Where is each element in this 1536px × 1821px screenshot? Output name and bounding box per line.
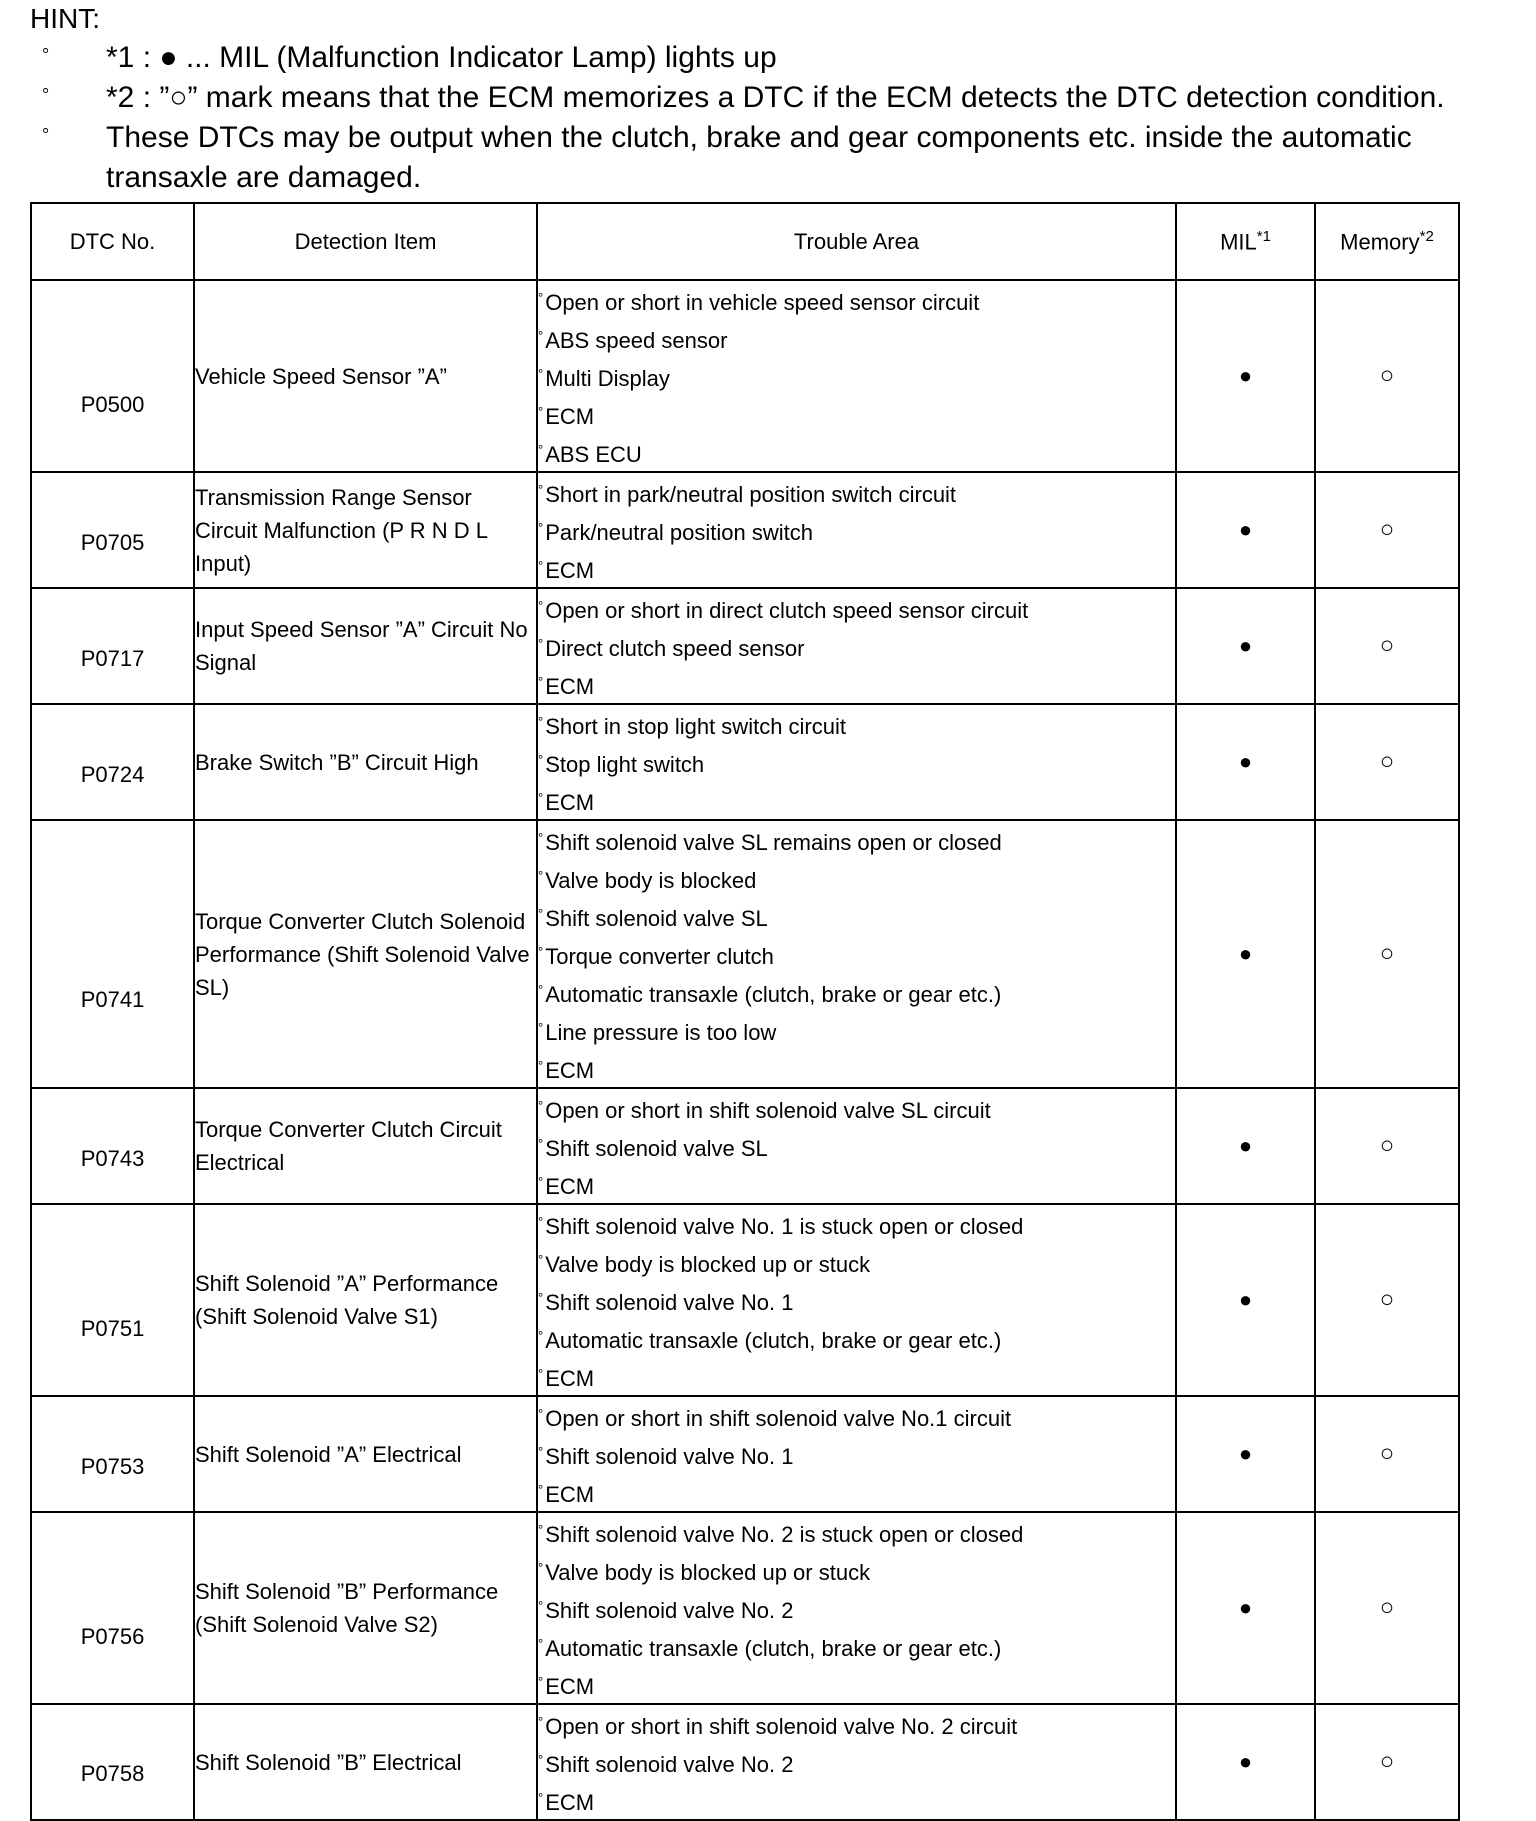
trouble-area-item	[538, 1205, 1175, 1243]
header-mil-footnote: *1	[1256, 227, 1271, 245]
bullet-icon: °	[538, 1058, 544, 1073]
memory-circle-icon: ○	[1379, 940, 1395, 967]
bullet-icon: °	[538, 906, 544, 921]
trouble-area-item	[538, 1165, 1175, 1203]
table-row	[31, 820, 1459, 1088]
bullet-icon: °	[42, 45, 50, 65]
bullet-icon: °	[538, 1136, 544, 1151]
trouble-area-text: Line pressure is too low	[545, 1020, 777, 1045]
trouble-area-item	[538, 1357, 1175, 1395]
dtc-code: P0705	[31, 472, 194, 588]
trouble-area-item	[538, 665, 1175, 703]
trouble-area	[537, 472, 1176, 588]
bullet-icon: °	[538, 520, 544, 535]
trouble-area-item	[538, 1705, 1175, 1743]
mil-dot-icon: ●	[1238, 517, 1253, 542]
bullet-icon: °	[538, 482, 544, 497]
bullet-icon: °	[538, 1752, 544, 1767]
memory-circle-icon: ○	[1379, 1440, 1395, 1467]
memory-circle-icon: ○	[1379, 1132, 1395, 1159]
detection-item: Shift Solenoid ”B” Electrical	[194, 1704, 537, 1820]
trouble-area-text: ECM	[545, 1790, 595, 1815]
dtc-code: P0741	[31, 820, 194, 1088]
mil-cell	[1176, 820, 1315, 1088]
mil-cell	[1176, 472, 1315, 588]
mil-dot-icon: ●	[1238, 363, 1253, 388]
trouble-area-item	[538, 627, 1175, 665]
trouble-area-item	[538, 1435, 1175, 1473]
bullet-icon: °	[538, 1214, 544, 1229]
trouble-area-item	[538, 1781, 1175, 1819]
trouble-area-text: Shift solenoid valve No. 1	[545, 1444, 794, 1469]
table-row	[31, 1396, 1459, 1512]
detection-item: Shift Solenoid ”A” Electrical	[194, 1396, 537, 1512]
trouble-area-item	[538, 473, 1175, 511]
trouble-area-item	[538, 821, 1175, 859]
trouble-area-text: Short in stop light switch circuit	[545, 714, 846, 739]
trouble-area-item	[538, 859, 1175, 897]
mil-dot-icon: ●	[1238, 1441, 1253, 1466]
trouble-area-item	[538, 743, 1175, 781]
detection-item: Vehicle Speed Sensor ”A”	[194, 280, 537, 472]
bullet-icon: °	[538, 944, 544, 959]
trouble-area-item	[538, 1243, 1175, 1281]
dtc-code: P0717	[31, 588, 194, 704]
trouble-area-text: ECM	[545, 1482, 595, 1507]
bullet-icon: °	[538, 442, 544, 457]
trouble-area-text: Open or short in shift solenoid valve SL circuit	[545, 1098, 991, 1123]
detection-item: Torque Converter Clutch Circuit Electrical	[194, 1088, 537, 1204]
trouble-area-item	[538, 319, 1175, 357]
trouble-area-item	[538, 973, 1175, 1011]
header-memory-footnote: *2	[1419, 227, 1434, 245]
trouble-area	[537, 588, 1176, 704]
dtc-code: P0756	[31, 1512, 194, 1704]
trouble-area-text: Stop light switch	[545, 752, 705, 777]
trouble-area-text: Shift solenoid valve No. 2 is stuck open or closed	[545, 1522, 1024, 1547]
trouble-area-item	[538, 935, 1175, 973]
hint-list	[30, 38, 1470, 198]
bullet-icon: °	[538, 868, 544, 883]
bullet-icon: °	[538, 1790, 544, 1805]
bullet-icon: °	[538, 830, 544, 845]
trouble-area-text: ECM	[545, 558, 595, 583]
hint-title: HINT:	[30, 3, 100, 34]
memory-circle-icon: ○	[1379, 516, 1395, 543]
bullet-icon: °	[538, 752, 544, 767]
trouble-area-text: ECM	[545, 790, 595, 815]
detection-item: Shift Solenoid ”A” Performance (Shift Solenoid Valve S1)	[194, 1204, 537, 1396]
trouble-area-item	[538, 433, 1175, 471]
trouble-area-item	[538, 1743, 1175, 1781]
mil-cell	[1176, 704, 1315, 820]
detection-item: Brake Switch ”B” Circuit High	[194, 704, 537, 820]
table-row	[31, 280, 1459, 472]
dtc-code: P0743	[31, 1088, 194, 1204]
mil-cell	[1176, 1704, 1315, 1820]
bullet-icon: °	[538, 290, 544, 305]
trouble-area-text: Shift solenoid valve No. 1	[545, 1290, 794, 1315]
hint-item	[30, 78, 1470, 118]
table-row	[31, 1512, 1459, 1704]
trouble-area-item	[538, 549, 1175, 587]
trouble-area-item	[538, 1011, 1175, 1049]
bullet-icon: °	[538, 1482, 544, 1497]
trouble-area	[537, 1204, 1176, 1396]
bullet-icon: °	[538, 1714, 544, 1729]
hint-text: *2 : ”○” mark means that the ECM memorizes a DTC if the ECM detects the DTC detection condition.	[106, 81, 1445, 114]
trouble-area-item	[538, 1627, 1175, 1665]
trouble-area	[537, 704, 1176, 820]
trouble-area-text: Valve body is blocked	[545, 868, 757, 893]
table-row	[31, 472, 1459, 588]
memory-cell	[1315, 704, 1459, 820]
bullet-icon: °	[538, 790, 544, 805]
trouble-area-text: ECM	[545, 404, 595, 429]
mil-cell	[1176, 588, 1315, 704]
trouble-area-text: Shift solenoid valve SL remains open or closed	[545, 830, 1002, 855]
bullet-icon: °	[538, 1328, 544, 1343]
mil-cell	[1176, 1396, 1315, 1512]
bullet-icon: °	[538, 1252, 544, 1267]
bullet-icon: °	[538, 1636, 544, 1651]
trouble-area-text: ECM	[545, 1058, 595, 1083]
trouble-area	[537, 1396, 1176, 1512]
trouble-area-text: Shift solenoid valve SL	[545, 906, 768, 931]
trouble-area-item	[538, 1473, 1175, 1511]
hint-text: These DTCs may be output when the clutch, brake and gear components etc. inside the automatic transaxle are damaged.	[106, 121, 1412, 194]
bullet-icon: °	[538, 674, 544, 689]
header-dtc-no: DTC No.	[31, 203, 194, 280]
memory-cell	[1315, 472, 1459, 588]
detection-item: Torque Converter Clutch Solenoid Performance (Shift Solenoid Valve SL)	[194, 820, 537, 1088]
trouble-area-item	[538, 281, 1175, 319]
bullet-icon: °	[538, 982, 544, 997]
memory-cell	[1315, 1512, 1459, 1704]
trouble-area-text: Valve body is blocked up or stuck	[545, 1560, 871, 1585]
mil-cell	[1176, 1512, 1315, 1704]
memory-circle-icon: ○	[1379, 748, 1395, 775]
bullet-icon: °	[42, 85, 50, 105]
memory-cell	[1315, 820, 1459, 1088]
trouble-area-item	[538, 1319, 1175, 1357]
dtc-code: P0758	[31, 1704, 194, 1820]
table-row	[31, 1204, 1459, 1396]
trouble-area-text: Open or short in shift solenoid valve No. 2 circuit	[545, 1714, 1018, 1739]
header-detection-item: Detection Item	[194, 203, 537, 280]
mil-dot-icon: ●	[1238, 1287, 1253, 1312]
dtc-code: P0753	[31, 1396, 194, 1512]
bullet-icon: °	[538, 558, 544, 573]
header-mil	[1176, 203, 1315, 280]
trouble-area-text: Automatic transaxle (clutch, brake or gear etc.)	[545, 1328, 1002, 1353]
trouble-area-text: Open or short in vehicle speed sensor circuit	[545, 290, 980, 315]
trouble-area-text: ABS speed sensor	[545, 328, 728, 353]
table-header-row	[31, 203, 1459, 280]
trouble-area-text: Multi Display	[545, 366, 670, 391]
bullet-icon: °	[538, 1406, 544, 1421]
trouble-area-text: Open or short in direct clutch speed sensor circuit	[545, 598, 1029, 623]
table-row	[31, 1704, 1459, 1820]
trouble-area-text: Shift solenoid valve SL	[545, 1136, 768, 1161]
bullet-icon: °	[538, 1098, 544, 1113]
trouble-area-text: Shift solenoid valve No. 2	[545, 1598, 794, 1623]
trouble-area-item	[538, 1513, 1175, 1551]
bullet-icon: °	[538, 1674, 544, 1689]
trouble-area	[537, 1512, 1176, 1704]
memory-circle-icon: ○	[1379, 632, 1395, 659]
mil-dot-icon: ●	[1238, 749, 1253, 774]
memory-cell	[1315, 588, 1459, 704]
trouble-area-text: Automatic transaxle (clutch, brake or gear etc.)	[545, 982, 1002, 1007]
trouble-area-item	[538, 705, 1175, 743]
trouble-area	[537, 1704, 1176, 1820]
trouble-area-text: Direct clutch speed sensor	[545, 636, 805, 661]
trouble-area-item	[538, 1397, 1175, 1435]
trouble-area-item	[538, 589, 1175, 627]
trouble-area-text: Shift solenoid valve No. 2	[545, 1752, 794, 1777]
table-row	[31, 704, 1459, 820]
trouble-area-item	[538, 1665, 1175, 1703]
bullet-icon: °	[538, 714, 544, 729]
memory-circle-icon: ○	[1379, 1748, 1395, 1775]
trouble-area-item	[538, 1049, 1175, 1087]
mil-dot-icon: ●	[1238, 1133, 1253, 1158]
trouble-area-text: ECM	[545, 1674, 595, 1699]
trouble-area	[537, 1088, 1176, 1204]
trouble-area-item	[538, 1089, 1175, 1127]
trouble-area-text: ECM	[545, 1366, 595, 1391]
trouble-area	[537, 820, 1176, 1088]
memory-circle-icon: ○	[1379, 1286, 1395, 1313]
trouble-area-text: ECM	[545, 1174, 595, 1199]
mil-dot-icon: ●	[1238, 941, 1253, 966]
header-memory	[1315, 203, 1459, 280]
header-memory-label: Memory	[1340, 229, 1420, 255]
bullet-icon: °	[538, 636, 544, 651]
trouble-area-text: ABS ECU	[545, 442, 642, 467]
header-trouble-area: Trouble Area	[537, 203, 1176, 280]
detection-item: Transmission Range Sensor Circuit Malfunction (P R N D L Input)	[194, 472, 537, 588]
hint-item	[30, 38, 1470, 78]
trouble-area-text: Open or short in shift solenoid valve No.1 circuit	[545, 1406, 1012, 1431]
trouble-area	[537, 280, 1176, 472]
mil-dot-icon: ●	[1238, 1749, 1253, 1774]
bullet-icon: °	[538, 1366, 544, 1381]
dtc-table	[30, 202, 1460, 1821]
memory-cell	[1315, 1088, 1459, 1204]
hint-item	[30, 118, 1470, 198]
bullet-icon: °	[538, 1444, 544, 1459]
trouble-area-text: ECM	[545, 674, 595, 699]
mil-cell	[1176, 1088, 1315, 1204]
trouble-area-item	[538, 357, 1175, 395]
trouble-area-text: Valve body is blocked up or stuck	[545, 1252, 871, 1277]
mil-dot-icon: ●	[1238, 633, 1253, 658]
mil-dot-icon: ●	[1238, 1595, 1253, 1620]
memory-circle-icon: ○	[1379, 362, 1395, 389]
memory-cell	[1315, 1204, 1459, 1396]
bullet-icon: °	[538, 404, 544, 419]
trouble-area-text: Shift solenoid valve No. 1 is stuck open or closed	[545, 1214, 1024, 1239]
trouble-area-item	[538, 1589, 1175, 1627]
bullet-icon: °	[538, 328, 544, 343]
mil-cell	[1176, 280, 1315, 472]
bullet-icon: °	[538, 1598, 544, 1613]
bullet-icon: °	[538, 1020, 544, 1035]
bullet-icon: °	[538, 1290, 544, 1305]
bullet-icon: °	[538, 1560, 544, 1575]
trouble-area-text: Park/neutral position switch	[545, 520, 813, 545]
dtc-code: P0724	[31, 704, 194, 820]
table-row	[31, 588, 1459, 704]
bullet-icon: °	[42, 125, 50, 145]
memory-cell	[1315, 280, 1459, 472]
trouble-area-item	[538, 1127, 1175, 1165]
trouble-area-item	[538, 1551, 1175, 1589]
bullet-icon: °	[538, 1174, 544, 1189]
dtc-code: P0500	[31, 280, 194, 472]
detection-item: Input Speed Sensor ”A” Circuit No Signal	[194, 588, 537, 704]
trouble-area-item	[538, 1281, 1175, 1319]
trouble-area-item	[538, 781, 1175, 819]
mil-cell	[1176, 1204, 1315, 1396]
table-row	[31, 1088, 1459, 1204]
hint-text: *1 : ● ... MIL (Malfunction Indicator Lamp) lights up	[106, 41, 777, 74]
memory-cell	[1315, 1396, 1459, 1512]
detection-item: Shift Solenoid ”B” Performance (Shift Solenoid Valve S2)	[194, 1512, 537, 1704]
trouble-area-item	[538, 395, 1175, 433]
bullet-icon: °	[538, 1522, 544, 1537]
dtc-code: P0751	[31, 1204, 194, 1396]
trouble-area-text: Automatic transaxle (clutch, brake or gear etc.)	[545, 1636, 1002, 1661]
memory-cell	[1315, 1704, 1459, 1820]
table-body	[31, 280, 1459, 1820]
trouble-area-item	[538, 511, 1175, 549]
bullet-icon: °	[538, 598, 544, 613]
header-mil-label: MIL	[1220, 229, 1257, 255]
trouble-area-item	[538, 897, 1175, 935]
bullet-icon: °	[538, 366, 544, 381]
trouble-area-text: Torque converter clutch	[545, 944, 774, 969]
memory-circle-icon: ○	[1379, 1594, 1395, 1621]
trouble-area-text: Short in park/neutral position switch circuit	[545, 482, 957, 507]
